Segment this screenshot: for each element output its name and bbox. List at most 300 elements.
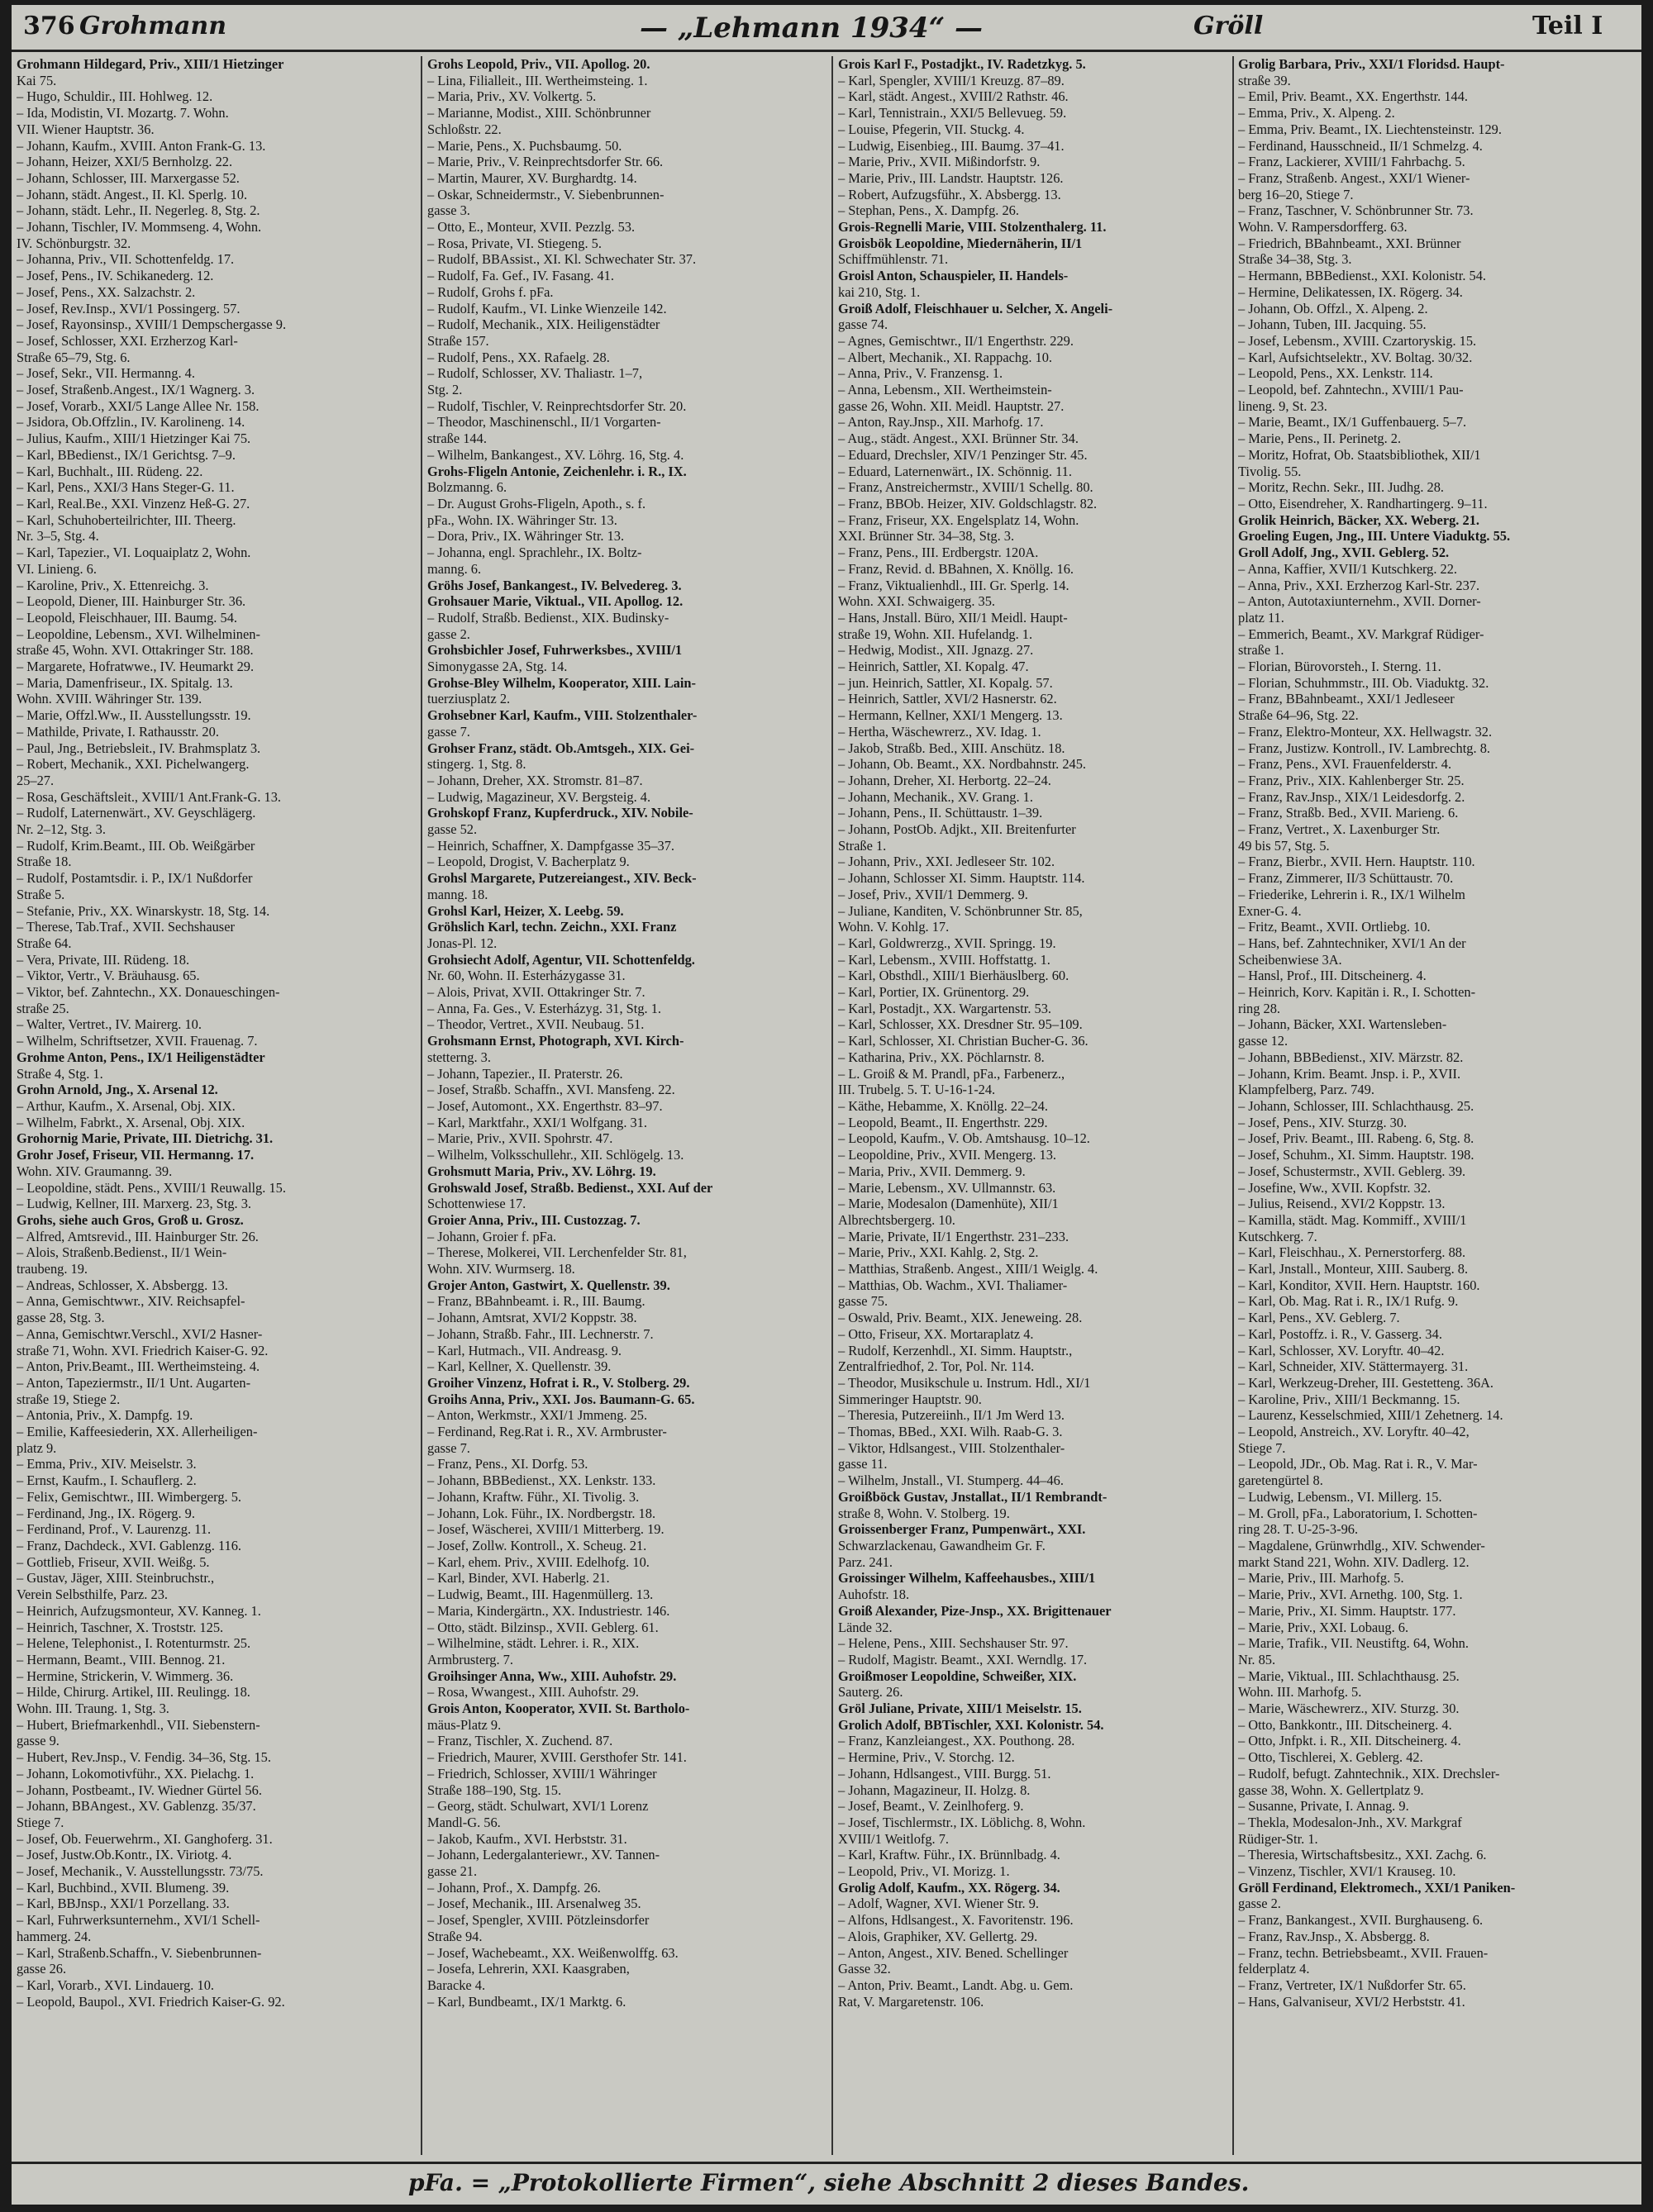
directory-entry: – Johann, Straßb. Fahr., III. Lechnerstr. 7. [427, 1325, 654, 1342]
directory-entry: stetterng. 3. [427, 1049, 491, 1065]
directory-entry: – Heinrich, Aufzugsmonteur, XV. Kanneg. 1. [17, 1602, 261, 1619]
directory-entry: – Karl, Schlosser, XX. Dresdner Str. 95–109. [838, 1016, 1083, 1033]
directory-entry: – Karl, Schneider, XIV. Stättermayerg. 31. [1238, 1358, 1469, 1375]
directory-entry: – Friedrich, Maurer, XVIII. Gersthofer Str. 141. [427, 1749, 687, 1766]
surname-entry: Gröl Juliane, Private, XIII/1 Meiselstr. 15. [838, 1701, 1082, 1717]
directory-entry: – Johann, Kraftw. Führ., XI. Tivolig. 3. [427, 1488, 640, 1505]
directory-entry: – Marie, Pens., X. Puchsbaumg. 50. [427, 137, 622, 154]
directory-entry: – Franz, Rav.Jnsp., X. Absbergg. 8. [1238, 1928, 1430, 1944]
directory-entry: Exner-G. 4. [1238, 902, 1302, 919]
directory-entry: – Johann, Prof., X. Dampfg. 26. [427, 1879, 601, 1896]
directory-entry: – Hermann, Beamt., VIII. Bennog. 21. [17, 1651, 226, 1667]
directory-entry: Rüdiger-Str. 1. [1238, 1830, 1318, 1847]
directory-entry: – Franz, Tischler, X. Zuchend. 87. [427, 1733, 613, 1749]
directory-entry: – Rosa, Wwangest., XIII. Auhofstr. 29. [427, 1684, 639, 1701]
surname-entry: Groihs Anna, Priv., XXI. Jos. Baumann-G. 65. [427, 1391, 695, 1407]
directory-entry: – Emma, Priv. Beamt., IX. Liechtensteinstr. 129. [1238, 121, 1502, 137]
directory-entry: – Hubert, Briefmarkenhdl., VII. Siebenstern- [17, 1716, 260, 1733]
directory-entry: – Anton, Autotaxiunternehm., XVII. Dorner- [1238, 593, 1481, 610]
directory-entry: – Franz, BBahnbeamt. i. R., III. Baumg. [427, 1293, 645, 1310]
header-title: — „Lehmann 1934“ — [640, 12, 983, 45]
directory-entry: – Hermann, BBBedienst., XXI. Kolonistr. 54. [1238, 268, 1487, 284]
directory-entry: – Franz, Vertreter, IX/1 Nußdorfer Str. 65. [1238, 1977, 1466, 1993]
directory-entry: – Josef, Spengler, XVIII. Pötzleinsdorfer [427, 1912, 650, 1929]
directory-entry: Schwarzlackenau, Gawandheim Gr. F. [838, 1537, 1046, 1553]
directory-entry: – Alfons, Hdlsangest., X. Favoritenstr. 196. [838, 1912, 1074, 1929]
directory-entry: – Florian, Bürovorsteh., I. Sterng. 11. [1238, 659, 1441, 675]
directory-entry: – Wilhelmine, städt. Lehrer. i. R., XIX. [427, 1635, 640, 1652]
directory-entry: – Anna, Priv., XXI. Erzherzog Karl-Str. 237. [1238, 577, 1480, 593]
directory-entry: – Franz, Rav.Jnsp., XIX/1 Leidesdorfg. 2. [1238, 788, 1465, 805]
directory-entry: – Johann, Ob. Offzl., X. Alpeng. 2. [1238, 300, 1428, 316]
directory-entry: – Stefanie, Priv., XX. Winarskystr. 18, Stg. 14. [17, 902, 270, 919]
directory-entry: – Rudolf, Schlosser, XV. Thaliastr. 1–7, [427, 365, 643, 382]
directory-entry: gasse 2. [427, 626, 470, 642]
directory-entry: – Emil, Priv. Beamt., XX. Engerthstr. 144. [1238, 88, 1469, 105]
directory-entry: – Leopold, Fleischhauer, III. Baumg. 54. [17, 609, 237, 626]
directory-entry: straße 19, Stiege 2. [17, 1391, 121, 1407]
surname-entry: Groier Anna, Priv., III. Custozzag. 7. [427, 1211, 641, 1228]
directory-entry: Rat, V. Margaretenstr. 106. [838, 1993, 984, 2010]
directory-entry: – Karl, Konditor, XVII. Hern. Hauptstr. 160. [1238, 1277, 1480, 1293]
directory-entry: felderplatz 4. [1238, 1961, 1310, 1977]
directory-entry: – Moritz, Rechn. Sekr., III. Judhg. 28. [1238, 479, 1445, 496]
directory-entry: – Moritz, Hofrat, Ob. Staatsbibliothek, XII/1 [1238, 446, 1481, 463]
directory-entry: – Johann, Dreher, XI. Herbortg. 22–24. [838, 772, 1051, 788]
surname-entry: Grohsl Margarete, Putzereiangest., XIV. Beck- [427, 870, 697, 887]
directory-entry: Straße 188–190, Stg. 15. [427, 1781, 562, 1798]
page-number: 376 [23, 12, 75, 40]
directory-entry: – Josef, Schuhm., XI. Simm. Hauptstr. 198. [1238, 1147, 1474, 1163]
directory-entry: – Karl, Marktfahr., XXI/1 Wolfgang. 31. [427, 1114, 648, 1130]
directory-entry: VII. Wiener Hauptstr. 36. [17, 121, 155, 137]
directory-entry: – Josef, Pens., XX. Salzachstr. 2. [17, 283, 196, 300]
directory-entry: – Ida, Modistin, VI. Mozartg. 7. Wohn. [17, 105, 229, 121]
surname-entry: Grohsbichler Josef, Fuhrwerksbes., XVIII/1 [427, 642, 683, 659]
directory-entry: – Johann, Pens., II. Schüttaustr. 1–39. [838, 805, 1043, 821]
directory-entry: – Alois, Straßenb.Bedienst., II/1 Wein- [17, 1244, 227, 1261]
directory-entry: – Karl, Straßenb.Schaffn., V. Siebenbrunnen- [17, 1944, 262, 1961]
directory-entry: – Franz, Priv., XIX. Kahlenberger Str. 25. [1238, 772, 1465, 788]
surname-entry: Grojer Anton, Gastwirt, X. Quellenstr. 39. [427, 1277, 670, 1293]
directory-entry: – Karl, Postoffz. i. R., V. Gasserg. 34. [1238, 1325, 1442, 1342]
directory-entry: Straße 64. [17, 935, 72, 951]
directory-entry: – Karl, Portier, IX. Grünentorg. 29. [838, 984, 1030, 1001]
directory-entry: – Anton, Werkmstr., XXI/1 Jmmeng. 25. [427, 1407, 648, 1424]
directory-entry: – Josef, Beamt., V. Zeinlhoferg. 9. [838, 1798, 1024, 1815]
surname-entry: Grohskopf Franz, Kupferdruck., XIV. Nobile- [427, 805, 693, 821]
directory-entry: Nr. 85. [1238, 1651, 1276, 1667]
directory-entry: – Gottlieb, Friseur, XVII. Weißg. 5. [17, 1553, 210, 1570]
directory-entry: – Ferdinand, Prof., V. Laurenzg. 11. [17, 1521, 212, 1538]
directory-entry: – Johann, Heizer, XXI/5 Bernholzg. 22. [17, 154, 233, 170]
directory-entry: – Rudolf, Magistr. Beamt., XXI. Werndlg. 17. [838, 1651, 1088, 1667]
directory-entry: – Thomas, BBed., XXI. Wilh. Raab-G. 3. [838, 1424, 1063, 1440]
directory-entry: – Oswald, Priv. Beamt., XIX. Jeneweing. 28. [838, 1310, 1083, 1326]
directory-entry: – Marie, Priv., XVII. Mißindorfstr. 9. [838, 154, 1041, 170]
directory-entry: – Josef, Pens., XIV. Sturzg. 30. [1238, 1114, 1408, 1130]
directory-entry: – Hansl, Prof., III. Ditscheinerg. 4. [1238, 968, 1427, 984]
surname-entry: Groihsinger Anna, Ww., XIII. Auhofstr. 29. [427, 1667, 677, 1684]
surname-entry: Gröll Ferdinand, Elektromech., XXI/1 Paniken- [1238, 1879, 1516, 1896]
directory-entry: Nr. 2–12, Stg. 3. [17, 821, 106, 838]
page-footer [12, 2162, 1641, 2204]
directory-entry: – Adolf, Wagner, XVI. Wiener Str. 9. [838, 1896, 1040, 1912]
directory-entry: – Mathilde, Private, I. Rathausstr. 20. [17, 723, 219, 740]
directory-entry: – Albert, Mechanik., XI. Rappachg. 10. [838, 349, 1053, 365]
directory-entry: – Anna, Lebensm., XII. Wertheimstein- [838, 382, 1052, 398]
directory-entry: Wohn. XIV. Graumanng. 39. [17, 1163, 173, 1179]
directory-entry: – Franz, Elektro-Monteur, XX. Hellwagstr. 32. [1238, 723, 1493, 740]
directory-entry: – Johann, Kaufm., XVIII. Anton Frank-G. 13. [17, 137, 266, 154]
directory-entry: Lände 32. [838, 1619, 893, 1635]
directory-entry: – Karl, Buchbind., XVII. Blumeng. 39. [17, 1879, 230, 1896]
directory-entry: – Franz, Lackierer, XVIII/1 Fahrbachg. 5. [1238, 154, 1465, 170]
directory-entry: – Johann, Tischler, IV. Mommseng. 4, Wohn. [17, 219, 262, 235]
footer-note: pFa. = „Protokollierte Firmen“, siehe Abschnitt 2 dieses Bandes. [408, 2169, 1250, 2196]
directory-entry: gasse 75. [838, 1293, 888, 1310]
directory-entry: – Wilhelm, Volksschullehr., XII. Schlögelg. 13. [427, 1147, 684, 1163]
directory-entry: – Johann, Dreher, XX. Stromstr. 81–87. [427, 772, 643, 788]
directory-entry: Simonygasse 2A, Stg. 14. [427, 659, 568, 675]
directory-entry: – Josef, Zollw. Kontroll., X. Scheug. 21. [427, 1537, 647, 1553]
surname-entry: Grois Anton, Kooperator, XVII. St. Bartholo- [427, 1701, 690, 1717]
directory-entry: – Karl, Buchhalt., III. Rüdeng. 22. [17, 463, 203, 479]
directory-entry: Straße 1. [838, 837, 887, 854]
directory-entry: markt Stand 221, Wohn. XIV. Dadlerg. 12. [1238, 1553, 1470, 1570]
directory-entry: – Johann, Lok. Führ., IX. Nordbergstr. 18. [427, 1505, 656, 1521]
directory-entry: gasse 52. [427, 821, 478, 838]
directory-entry: – Wilhelm, Schriftsetzer, XVII. Frauenag. 7. [17, 1033, 258, 1049]
directory-entry: – Marie, Modesalon (Damenhüte), XII/1 [838, 1196, 1059, 1212]
surname-entry: Grohs, siehe auch Gros, Groß u. Grosz. [17, 1211, 244, 1228]
directory-entry: – Dora, Priv., IX. Währinger Str. 13. [427, 528, 625, 545]
directory-entry: – Rudolf, Kaufm., VI. Linke Wienzeile 142. [427, 300, 667, 316]
directory-entry: – Leopold, Drogist, V. Bacherplatz 9. [427, 854, 630, 870]
directory-entry: – Wilhelm, Fabrkt., X. Arsenal, Obj. XIX. [17, 1114, 245, 1130]
directory-entry: – Karl, Tapezier., VI. Loquaiplatz 2, Wohn. [17, 545, 251, 561]
surname-entry: Groisl Anton, Schauspieler, II. Handels- [838, 268, 1069, 284]
directory-entry: – Hermann, Kellner, XXI/1 Mengerg. 13. [838, 707, 1063, 724]
directory-entry: gasse 7. [427, 1439, 470, 1456]
directory-entry: Bolzmanng. 6. [427, 479, 507, 496]
directory-entry: – Ludwig, Beamt., III. Hagenmüllerg. 13. [427, 1586, 654, 1603]
directory-entry: – Rudolf, Mechanik., XIX. Heiligenstädter [427, 316, 660, 333]
directory-entry: – Karl, BBedienst., IX/1 Gerichtsg. 7–9. [17, 446, 236, 463]
directory-entry: – Helene, Telephonist., I. Rotenturmstr. 25. [17, 1635, 251, 1652]
directory-entry: – Karl, Werkzeug-Dreher, III. Gestetteng. 36A. [1238, 1374, 1494, 1391]
surname-entry: Groissinger Wilhelm, Kaffeehausbes., XIII/1 [838, 1570, 1096, 1586]
directory-entry: – Theodor, Vertret., XVII. Neubaug. 51. [427, 1016, 645, 1033]
directory-entry: – Anton, Angest., XIV. Bened. Schellinger [838, 1944, 1069, 1961]
directory-entry: – Robert, Aufzugsführ., X. Absbergg. 13. [838, 186, 1061, 202]
directory-entry: – Karl, Schlosser, XI. Christian Bucher-G. 36. [838, 1033, 1089, 1049]
directory-entry: – Rudolf, Pens., XX. Rafaelg. 28. [427, 349, 610, 365]
directory-entry: – Franz, Taschner, V. Schönbrunner Str. 73. [1238, 202, 1474, 219]
directory-entry: – Rudolf, Straßb. Bedienst., XIX. Budinsky- [427, 609, 669, 626]
directory-entry: – Marie, Priv., XVI. Arnethg. 100, Stg. 1. [1238, 1586, 1463, 1603]
directory-entry: – Johann, Amtsrat, XVI/2 Koppstr. 38. [427, 1310, 637, 1326]
directory-entry: – Otto, Eisendreher, X. Randhartingerg. 9–11. [1238, 495, 1488, 511]
directory-entry: – Johann, Schlosser XI. Simm. Hauptstr. 114. [838, 870, 1085, 887]
directory-entry: Jonas-Pl. 12. [427, 935, 498, 951]
surname-entry: Groll Adolf, Jng., XVII. Geblerg. 52. [1238, 545, 1450, 561]
directory-entry: – Karl, Real.Be., XXI. Vinzenz Heß-G. 27. [17, 495, 250, 511]
directory-entry: – Rudolf, Tischler, V. Reinprechtsdorfer Str. 20. [427, 397, 687, 414]
directory-entry: – Hedwig, Modist., XII. Jgnazg. 27. [838, 642, 1034, 659]
directory-entry: – Anton, Ray.Jnsp., XII. Marhofg. 17. [838, 414, 1044, 431]
directory-entry: – Josef, Wäscherei, XVIII/1 Mitterberg. 19. [427, 1521, 665, 1538]
directory-entry: – Friedrich, BBahnbeamt., XXI. Brünner [1238, 235, 1461, 251]
directory-entry: Kutschkerg. 7. [1238, 1228, 1317, 1244]
directory-entry: – Heinrich, Korv. Kapitän i. R., I. Schotten- [1238, 984, 1476, 1001]
directory-entry: – Karoline, Priv., X. Ettenreichg. 3. [17, 577, 209, 593]
directory-entry: – Anton, Tapeziermstr., II/1 Unt. Augarten- [17, 1374, 251, 1391]
directory-entry: – Josef, Priv., XVII/1 Demmerg. 9. [838, 886, 1028, 902]
directory-entry: – Leopoldine, Priv., XVII. Mengerg. 13. [838, 1147, 1057, 1163]
directory-entry: – Josef, Rev.Insp., XVI/1 Possingerg. 57. [17, 300, 241, 316]
directory-entry: – Johann, Ledergalanteriewr., XV. Tannen- [427, 1847, 660, 1863]
surname-entry: Groisbök Leopoldine, Miedernäherin, II/1 [838, 235, 1083, 251]
surname-entry: Grois-Regnelli Marie, VIII. Stolzenthalerg. 11. [838, 219, 1107, 235]
directory-entry: – Rudolf, Krim.Beamt., III. Ob. Weißgärber [17, 837, 255, 854]
directory-entry: – Johann, Priv., XXI. Jedleseer Str. 102. [838, 854, 1055, 870]
directory-entry: – Julius, Reisend., XVI/2 Koppstr. 13. [1238, 1196, 1446, 1212]
surname-entry: Grohr Josef, Friseur, VII. Hermanng. 17. [17, 1147, 255, 1163]
directory-entry: – Matthias, Ob. Wachm., XVI. Thaliamer- [838, 1277, 1068, 1293]
directory-entry: – Leopoldine, städt. Pens., XVIII/1 Reuwallg. 15. [17, 1179, 286, 1196]
directory-entry: – Eduard, Drechsler, XIV/1 Penzinger Str. 45. [838, 446, 1088, 463]
directory-entry: – L. Groiß & M. Prandl, pFa., Farbenerz., [838, 1065, 1065, 1082]
surname-entry: Grohser Franz, städt. Ob.Amtsgeh., XIX. Gei- [427, 740, 695, 756]
directory-entry: XXI. Brünner Str. 34–38, Stg. 3. [838, 528, 1015, 545]
directory-entry: – Antonia, Priv., X. Dampfg. 19. [17, 1407, 193, 1424]
directory-entry: – Franz, BBOb. Heizer, XIV. Goldschlagstr. 82. [838, 495, 1098, 511]
directory-entry: – Franz, Pens., XI. Dorfg. 53. [427, 1456, 588, 1472]
directory-entry: – Rosa, Private, VI. Stiegeng. 5. [427, 235, 602, 251]
directory-entry: Straße 34–38, Stg. 3. [1238, 251, 1352, 268]
directory-entry: – Otto, städt. Bilzinsp., XVII. Geblerg. 61. [427, 1619, 659, 1635]
directory-entry: – Rudolf, BBAssist., XI. Kl. Schwechater Str. 37. [427, 251, 697, 268]
directory-entry: Schiffmühlenstr. 71. [838, 251, 949, 268]
directory-entry: – Wilhelm, Jnstall., VI. Stumperg. 44–46. [838, 1472, 1064, 1489]
directory-entry: – Hermine, Strickerin, V. Wimmerg. 36. [17, 1667, 234, 1684]
directory-entry: Wohn. III. Traung. 1, Stg. 3. [17, 1701, 169, 1717]
surname-entry: Grohornig Marie, Private, III. Dietrichg. 31. [17, 1130, 274, 1147]
directory-entry: – Hans, Galvaniseur, XVI/2 Herbststr. 41. [1238, 1993, 1465, 2010]
directory-entry: – Leopoldine, Lebensm., XVI. Wilhelminen- [17, 626, 260, 642]
directory-entry: – Thekla, Modesalon-Jnh., XV. Markgraf [1238, 1814, 1462, 1830]
directory-entry: gasse 9. [17, 1733, 60, 1749]
directory-entry: – Heinrich, Sattler, XVI/2 Hasnerstr. 62. [838, 691, 1057, 707]
directory-entry: pFa., Wohn. IX. Währinger Str. 13. [427, 511, 617, 528]
directory-entry: – Franz, Viktualienhdl., III. Gr. Sperlg. 14. [838, 577, 1069, 593]
directory-entry: – Karl, ehem. Priv., XVIII. Edelhofg. 10. [427, 1553, 650, 1570]
directory-entry: – Franz, Bankangest., XVII. Burghauseng. 6. [1238, 1912, 1484, 1929]
directory-entry: – Emma, Priv., X. Alpeng. 2. [1238, 105, 1395, 121]
directory-entry: – Franz, Straßb. Bed., XVII. Marieng. 6. [1238, 805, 1459, 821]
directory-entry: – Josef, Lebensm., XVIII. Czartoryskig. 15. [1238, 332, 1477, 349]
directory-entry: – Karl, Schlosser, XV. Loryftr. 40–42. [1238, 1342, 1445, 1358]
surname-entry: Groißböck Gustav, Jnstallat., II/1 Rembrandt- [838, 1488, 1108, 1505]
directory-entry: – Emma, Priv., XIV. Meiselstr. 3. [17, 1456, 197, 1472]
directory-entry: Albrechtsbergerg. 10. [838, 1211, 955, 1228]
directory-entry: Wohn. XVIII. Währinger Str. 139. [17, 691, 202, 707]
directory-entry: – Anna, Priv., V. Franzensg. 1. [838, 365, 1003, 382]
directory-entry: Verein Selbsthilfe, Parz. 23. [17, 1586, 168, 1603]
directory-entry: gasse 7. [427, 723, 470, 740]
directory-entry: – Otto, Bankkontr., III. Ditscheinerg. 4. [1238, 1716, 1452, 1733]
directory-entry: – Matthias, Straßenb. Angest., XIII/1 Weiglg. 4. [838, 1261, 1098, 1277]
surname-entry: Grohswald Josef, Straßb. Bedienst., XXI. Auf der [427, 1179, 713, 1196]
directory-entry: – Aug., städt. Angest., XXI. Brünner Str. 34. [838, 431, 1079, 447]
directory-entry: platz 9. [17, 1439, 57, 1456]
directory-entry: – Anna, Gemischtwwr., XIV. Reichsapfel- [17, 1293, 245, 1310]
directory-entry: – Katharina, Priv., XX. Pöchlarnstr. 8. [838, 1049, 1045, 1065]
directory-entry: hammerg. 24. [17, 1928, 92, 1944]
directory-entry: – Walter, Vertret., IV. Mairerg. 10. [17, 1016, 202, 1033]
directory-entry: Wohn. III. Marhofg. 5. [1238, 1684, 1362, 1701]
directory-entry: gasse 26, Wohn. XII. Meidl. Hauptstr. 27. [838, 397, 1065, 414]
directory-entry: – Ludwig, Lebensm., VI. Millerg. 15. [1238, 1488, 1442, 1505]
directory-entry: – Hertha, Wäschewrerz., XV. Idag. 1. [838, 723, 1041, 740]
directory-entry: – Alois, Graphiker, XV. Gellertg. 29. [838, 1928, 1038, 1944]
directory-entry: – Leopold, Pens., XX. Lenkstr. 114. [1238, 365, 1433, 382]
directory-entry: ring 28. T. U-25-3-96. [1238, 1521, 1359, 1538]
directory-entry: – Hilde, Chirurg. Artikel, III. Reulingg. 18. [17, 1684, 250, 1701]
directory-entry: – Marie, Offzl.Ww., II. Ausstellungsstr. 19. [17, 707, 251, 724]
directory-entry: – Franz, Vertret., X. Laxenburger Str. [1238, 821, 1441, 838]
directory-columns [12, 56, 1641, 2155]
directory-entry: – Franz, BBahnbeamt., XXI/1 Jedleseer [1238, 691, 1455, 707]
directory-entry: – Hermine, Delikatessen, IX. Rögerg. 34. [1238, 283, 1463, 300]
directory-entry: – Josef, Automont., XX. Engerthstr. 83–97. [427, 1098, 663, 1114]
directory-entry: Zentralfriedhof, 2. Tor, Pol. Nr. 114. [838, 1358, 1035, 1375]
directory-entry: – Marie, Pens., II. Perinetg. 2. [1238, 431, 1402, 447]
directory-entry: – Josef, Justw.Ob.Kontr., IX. Viriotg. 4. [17, 1847, 232, 1863]
directory-entry: – Johann, PostOb. Adjkt., XII. Breitenfurter [838, 821, 1076, 838]
directory-entry: Auhofstr. 18. [838, 1586, 910, 1603]
directory-entry: – Franz, Zimmerer, II/3 Schüttaustr. 70. [1238, 870, 1454, 887]
directory-entry: – Margarete, Hofratwwe., IV. Heumarkt 29. [17, 659, 255, 675]
directory-entry: – Leopold, Baupol., XVI. Friedrich Kaiser-G. 92. [17, 1993, 285, 2010]
directory-entry: kai 210, Stg. 1. [838, 283, 921, 300]
directory-entry: Straße 64–96, Stg. 22. [1238, 707, 1359, 724]
directory-entry: straße 19, Wohn. XII. Hufelandg. 1. [838, 626, 1033, 642]
directory-entry: – Johann, BBBedienst., XIV. Märzstr. 82. [1238, 1049, 1464, 1065]
directory-entry: – Ludwig, Eisenbieg., III. Baumg. 37–41. [838, 137, 1065, 154]
directory-entry: – Laurenz, Kesselschmied, XIII/1 Zehetnerg. 14. [1238, 1407, 1503, 1424]
directory-entry: – Maria, Damenfriseur., IX. Spitalg. 13. [17, 674, 233, 691]
directory-entry: 49 bis 57, Stg. 5. [1238, 837, 1330, 854]
directory-entry: – Rudolf, Fa. Gef., IV. Fasang. 41. [427, 268, 614, 284]
directory-entry: – Heinrich, Sattler, XI. Kopalg. 47. [838, 659, 1029, 675]
directory-entry: stingerg. 1, Stg. 8. [427, 756, 526, 773]
directory-entry: – Maria, Priv., XV. Volkertg. 5. [427, 88, 597, 105]
directory-entry: Stiege 7. [1238, 1439, 1286, 1456]
surname-entry: Groiß Alexander, Pize-Jnsp., XX. Brigittenauer [838, 1602, 1112, 1619]
directory-entry: platz 11. [1238, 609, 1284, 626]
directory-column-2 [427, 56, 821, 2155]
surname-entry: Groiher Vinzenz, Hofrat i. R., V. Stolberg. 29. [427, 1374, 690, 1391]
directory-entry: – Dr. August Grohs-Fligeln, Apoth., s. f. [427, 495, 646, 511]
header-last-entry: Gröll [1193, 12, 1264, 40]
directory-entry: – Marie, Priv., III. Marhofg. 5. [1238, 1570, 1404, 1586]
directory-entry: – Felix, Gemischtwr., III. Wimbergerg. 5. [17, 1488, 242, 1505]
directory-entry: – Karl, Postadjt., XX. Wargartenstr. 53. [838, 1000, 1052, 1016]
directory-entry: – Franz, Revid. d. BBahnen, X. Knöllg. 16. [838, 560, 1074, 577]
directory-entry: – Johann, BBAngest., XV. Gablenzg. 35/37. [17, 1798, 256, 1815]
directory-entry: – Karl, Fuhrwerksunternehm., XVI/1 Schell- [17, 1912, 260, 1929]
directory-entry: – Franz, Dachdeck., XVI. Gablenzg. 116. [17, 1537, 242, 1553]
directory-entry: ring 28. [1238, 1000, 1280, 1016]
directory-entry: Scheibenwiese 3A. [1238, 951, 1342, 968]
directory-entry: – Theodor, Musikschule u. Instrum. Hdl., XI/1 [838, 1374, 1091, 1391]
directory-entry: – Emilie, Kaffeesiederin, XX. Allerheiligen- [17, 1424, 258, 1440]
surname-entry: Groiß Adolf, Fleischhauer u. Selcher, X. Angeli- [838, 300, 1113, 316]
directory-entry: – Josef, Ob. Feuerwehrm., XI. Ganghoferg. 31. [17, 1830, 273, 1847]
directory-entry: Simmeringer Hauptstr. 90. [838, 1391, 982, 1407]
directory-entry: Tivolig. 55. [1238, 463, 1302, 479]
directory-entry: – Rosa, Geschäftsleit., XVIII/1 Ant.Frank-G. 13. [17, 788, 282, 805]
directory-entry: – Stephan, Pens., X. Dampfg. 26. [838, 202, 1019, 219]
directory-entry: – Agnes, Gemischtwr., II/1 Engerthstr. 229. [838, 332, 1074, 349]
directory-entry: – Anna, Kaffier, XVII/1 Kutschkerg. 22. [1238, 560, 1458, 577]
directory-entry: – Anton, Priv.Beamt., III. Wertheimsteing. 4. [17, 1358, 260, 1375]
directory-entry: – Fritz, Beamt., XVII. Ortliebg. 10. [1238, 919, 1431, 935]
directory-entry: – Helene, Pens., XIII. Sechshauser Str. 97. [838, 1635, 1069, 1652]
directory-entry: – Josef, Tischlermstr., IX. Löblichg. 8, Wohn. [838, 1814, 1086, 1830]
directory-entry: – Johann, Groier f. pFa. [427, 1228, 557, 1244]
directory-entry: – Leopold, Priv., VI. Morizg. 1. [838, 1863, 1010, 1880]
directory-entry: Straße 5. [17, 886, 65, 902]
directory-entry: – Josef, Pens., IV. Schikanederg. 12. [17, 268, 214, 284]
directory-entry: – Otto, Friseur, XX. Mortaraplatz 4. [838, 1325, 1034, 1342]
directory-entry: – Karl, Jnstall., Monteur, XIII. Sauberg. 8. [1238, 1261, 1469, 1277]
directory-entry: – Rudolf, Postamtsdir. i. P., IX/1 Nußdorfer [17, 870, 253, 887]
directory-entry: – Alfred, Amtsrevid., III. Hainburger Str. 26. [17, 1228, 259, 1244]
directory-entry: – Jakob, Kaufm., XVI. Herbststr. 31. [427, 1830, 627, 1847]
surname-entry: Grohsmann Ernst, Photograph, XVI. Kirch- [427, 1033, 684, 1049]
directory-entry: – Hugo, Schuldir., III. Hohlweg. 12. [17, 88, 213, 105]
directory-entry: Baracke 4. [427, 1977, 486, 1993]
directory-entry: – Johann, städt. Lehr., II. Negerleg. 8, Stg. 2. [17, 202, 260, 219]
directory-entry: – Jakob, Straßb. Bed., XIII. Anschütz. 18. [838, 740, 1065, 756]
directory-entry: Parz. 241. [838, 1553, 893, 1570]
surname-entry: Groissenberger Franz, Pumpenwärt., XXI. [838, 1521, 1086, 1538]
directory-entry: – Josef, Schustermstr., XVII. Geblerg. 39. [1238, 1163, 1466, 1179]
directory-entry: – Heinrich, Taschner, X. Troststr. 125. [17, 1619, 224, 1635]
directory-entry: – Hans, Jnstall. Büro, XII/1 Meidl. Haupt- [838, 609, 1068, 626]
directory-entry: – Viktor, Vertr., V. Bräuhausg. 65. [17, 968, 200, 984]
surname-entry: Grohsiecht Adolf, Agentur, VII. Schottenfeldg. [427, 951, 695, 968]
directory-entry: – Josef, Mechanik., III. Arsenalweg 35. [427, 1896, 641, 1912]
directory-entry: – Otto, Jnfpkt. i. R., XII. Ditscheinerg. 4. [1238, 1733, 1461, 1749]
directory-entry: – Susanne, Private, I. Annag. 9. [1238, 1798, 1409, 1815]
directory-entry: Nr. 3–5, Stg. 4. [17, 528, 99, 545]
directory-entry: – Hermine, Priv., V. Storchg. 12. [838, 1749, 1015, 1766]
directory-entry: – Therese, Molkerei, VII. Lerchenfelder Str. 81, [427, 1244, 687, 1261]
directory-entry: – Rudolf, Laternenwärt., XV. Geyschlägerg. [17, 805, 256, 821]
directory-entry: – Leopold, Anstreich., XV. Loryftr. 40–42, [1238, 1424, 1470, 1440]
directory-entry: – Johann, Mechanik., XV. Grang. 1. [838, 788, 1033, 805]
directory-page [12, 5, 1641, 2205]
directory-entry: – Karl, Lebensm., XVIII. Hoffstattg. 1. [838, 951, 1050, 968]
surname-entry: Gröhs Josef, Bankangest., IV. Belvedereg. 3. [427, 577, 682, 593]
directory-entry: – Friedrich, Schlosser, XVIII/1 Währinger [427, 1765, 657, 1781]
directory-entry: – Josef, Schlosser, XXI. Erzherzog Karl- [17, 332, 238, 349]
directory-entry: – Heinrich, Schaffner, X. Dampfgasse 35–37. [427, 837, 675, 854]
